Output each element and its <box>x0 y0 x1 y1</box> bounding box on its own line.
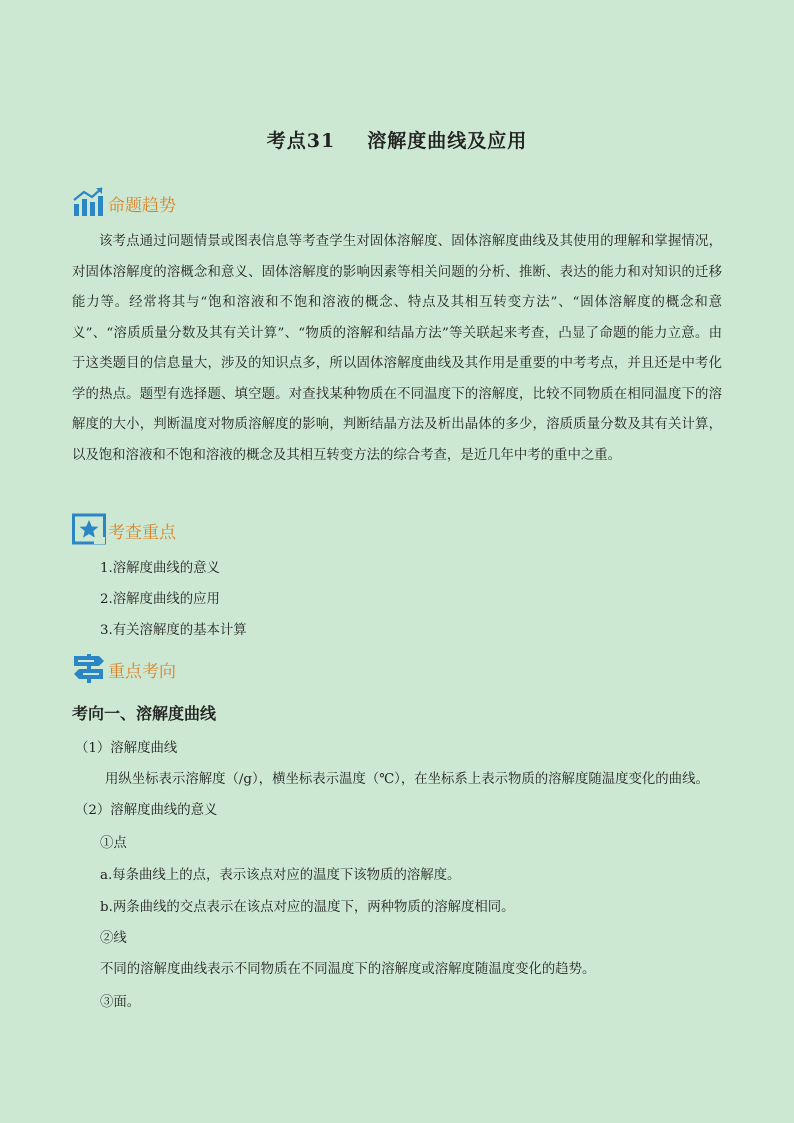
content-p1-title: （1）溶解度曲线 <box>75 741 178 756</box>
section-trend-heading <box>72 184 176 218</box>
content-p1-text: 用纵坐标表示溶解度（/g），横坐标表示温度（℃），在坐标系上表示物质的溶解度随温度变化的曲线。 <box>105 772 709 787</box>
point-a-text: a.每条曲线上的点，表示该点对应的温度下该物质的溶解度。 <box>100 868 461 883</box>
title-text: 溶解度曲线及应用 <box>367 130 528 152</box>
section-focus-heading <box>72 511 176 545</box>
point-label: ①点 <box>100 836 127 851</box>
point-b-text: b.两条曲线的交点表示在该点对应的温度下，两种物质的溶解度相同。 <box>100 900 515 915</box>
content-p2-title: （2）溶解度曲线的意义 <box>75 803 218 818</box>
bar-chart-trend-icon <box>72 186 106 218</box>
section-direction-heading <box>72 650 176 684</box>
section-direction-label: 重点考向 <box>108 662 176 682</box>
focus-item: 1.溶解度曲线的意义 <box>100 561 220 576</box>
direction-heading: 考向一、溶解度曲线 <box>72 704 217 723</box>
line-text: 不同的溶解度曲线表示不同物质在不同温度下的溶解度或溶解度随温度变化的趋势。 <box>100 962 596 977</box>
section-trend-label: 命题趋势 <box>108 196 176 216</box>
star-folder-icon <box>72 513 106 545</box>
section-focus-label: 考查重点 <box>108 523 176 543</box>
focus-item: 3.有关溶解度的基本计算 <box>100 623 247 638</box>
page-title <box>0 126 794 153</box>
focus-item: 2.溶解度曲线的应用 <box>100 592 220 607</box>
trend-paragraph: 该考点通过问题情景或图表信息等考查学生对固体溶解度、固体溶解度曲线及其使用的理解和掌握情况，对固体溶解度的溶概念和意义、固体溶解度的影响因素等相关问题的分析、推断、表达的能力和对知识的迁移能力等。经常将其与“饱和溶液和不饱和溶液的概念、特点及其相互转变方法”、“固体溶解度的概念和意义”、“溶质质量分数及其有关计算”、“物质的溶解和结晶方法”等关联起来考查，凸显了命题的能力立意。由于这类题目的信息量大，涉及的知识点多，所以固体溶解度曲线及其作用是重要的中考考点，并且还是中考化学的热点。题型有选择题、填空题。对查找某种物质在不同温度下的溶解度，比较不同物质在相同温度下的溶解度的大小，判断温度对物质溶解度的影响，判断结晶方法及析出晶体的多少，溶质质量分数及其有关计算，以及饱和溶液和不饱和溶液的概念及其相互转变方法的综合考查，是近几年中考的重中之重。 <box>72 234 722 463</box>
signpost-icon <box>72 652 106 684</box>
line-label: ②线 <box>100 931 127 946</box>
area-label: ③面。 <box>100 995 141 1010</box>
title-prefix: 考点31 <box>266 130 336 152</box>
